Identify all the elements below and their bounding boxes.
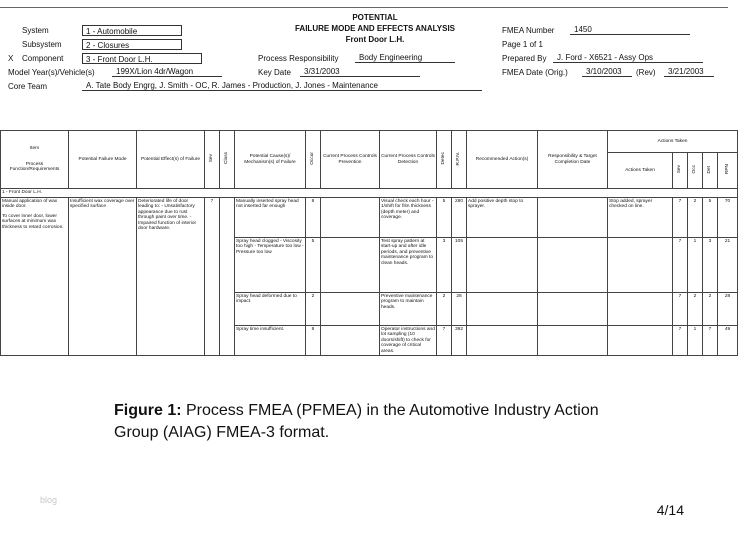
table-row (1, 198, 738, 238)
rpn-cell: 28 (452, 293, 467, 326)
col-responsibility: Responsibility & Target Completion Date (538, 131, 608, 189)
col-item (1, 131, 69, 189)
page-number: 4/14 (656, 502, 684, 518)
model-label: Model Year(s)/Vehicle(s) (8, 68, 95, 77)
prepared-by-field: J. Ford - X6521 - Assy Ops (553, 52, 703, 63)
subsystem-field: 2 - Closures (82, 39, 182, 50)
core-team-label: Core Team (8, 82, 47, 91)
col-det2 (703, 153, 718, 189)
col-sev2 (673, 153, 688, 189)
detec-cell: 7 (437, 326, 452, 356)
col-sev2-label: Sev (677, 165, 683, 174)
cause-cell: Spray head clogged - Viscosity too high - Temperature too low - Pressure too low (235, 238, 306, 293)
col-failure-mode: Potential Failure Mode (69, 131, 137, 189)
col-detection: Current Process Controls Detection (380, 131, 437, 189)
figure-caption (114, 400, 634, 444)
rpn-cell: 280 (452, 198, 467, 238)
key-date-label: Key Date (258, 68, 291, 77)
col-rpn2 (718, 153, 738, 189)
caption-text: Process FMEA (PFMEA) in the Automotive Industry Action Group (AIAG) FMEA-3 format. (114, 402, 599, 441)
col-process-function-label: Process Function/Requirements (9, 161, 60, 173)
det2-cell: 5 (703, 198, 718, 238)
top-rule (0, 7, 728, 8)
recommended-cell (467, 293, 538, 326)
col-effects: Potential Effect(s) of Failure (137, 131, 205, 189)
fmea-number-field: 1450 (570, 24, 690, 35)
process-resp-field: Body Engineering (355, 52, 455, 63)
rev-label: (Rev) (636, 68, 656, 77)
occ2-cell: 1 (688, 326, 703, 356)
fmea-date-label: FMEA Date (Orig.) (502, 68, 568, 77)
fmea-number-label: FMEA Number (502, 26, 555, 35)
form-title-line2: FAILURE MODE AND EFFECTS ANALYSIS (294, 24, 455, 33)
effects-cell: Deteriorated life of door leading to: - Unsatisfactory appearance due to rust through paint over time. - Impaired function of interior door hardware. (137, 198, 205, 356)
rpn2-cell: 49 (718, 326, 738, 356)
action-taken-cell (608, 293, 673, 326)
occ2-cell: 1 (688, 238, 703, 293)
fmea-table (0, 130, 738, 356)
occur-cell: 8 (306, 326, 321, 356)
cause-cell: Spray time insufficient. (235, 326, 306, 356)
responsibility-cell (538, 198, 608, 238)
responsibility-cell (538, 293, 608, 326)
col-rpn (452, 131, 467, 189)
detection-cell: Preventive maintenance program to maintain heads. (380, 293, 437, 326)
system-field: 1 - Automobile (82, 25, 182, 36)
section-row: 1 - Front Door L.H. (1, 189, 738, 198)
col-detec (437, 131, 452, 189)
det2-cell: 2 (703, 293, 718, 326)
det2-cell: 3 (703, 238, 718, 293)
watermark: blog (40, 495, 58, 505)
col-occur (306, 131, 321, 189)
rpn2-cell: 21 (718, 238, 738, 293)
detection-cell: Test spray pattern at start-up and after idle periods, and preventive maintenance program to clean heads. (380, 238, 437, 293)
subsystem-label: Subsystem (22, 40, 62, 49)
col-occ2-label: Occ (692, 165, 698, 174)
occur-cell: 2 (306, 293, 321, 326)
col-occ2 (688, 153, 703, 189)
system-label: System (22, 26, 49, 35)
occur-cell: 8 (306, 198, 321, 238)
col-rpn2-label: RPN (724, 164, 730, 175)
form-title-line1: POTENTIAL (352, 13, 398, 22)
responsibility-cell (538, 238, 608, 293)
prevention-cell (321, 326, 380, 356)
col-recommended: Recommended Action(s) (467, 131, 538, 189)
rpn2-cell: 70 (718, 198, 738, 238)
col-rpn-label: R.P.N. (456, 151, 462, 166)
sev-cell: 7 (205, 198, 220, 356)
col-prevention: Current Process Controls Prevention (321, 131, 380, 189)
sev2-cell: 7 (673, 198, 688, 238)
detec-cell: 2 (437, 293, 452, 326)
det2-cell: 7 (703, 326, 718, 356)
cause-cell: Spray head deformed due to impact. (235, 293, 306, 326)
prevention-cell (321, 238, 380, 293)
detec-cell: 5 (437, 198, 452, 238)
component-label: Component (22, 54, 64, 63)
col-item-label: Item (29, 146, 40, 152)
page-label: Page 1 of 1 (502, 40, 543, 49)
sev2-cell: 7 (673, 293, 688, 326)
col-actions-taken: Actions Taken (608, 153, 673, 189)
recommended-cell: Add positive depth stop to sprayer. (467, 198, 538, 238)
col-occur-label: Occur (310, 151, 316, 165)
col-sev (205, 131, 220, 189)
function-text: Manual application of wax inside door. (2, 199, 58, 210)
rpn-cell: 105 (452, 238, 467, 293)
detec-cell: 3 (437, 238, 452, 293)
occur-cell: 5 (306, 238, 321, 293)
prevention-cell (321, 293, 380, 326)
sev2-cell: 7 (673, 238, 688, 293)
col-actions-taken-group: Actions Taken (608, 131, 738, 153)
col-class (220, 131, 235, 189)
rpn2-cell: 28 (718, 293, 738, 326)
prepared-by-label: Prepared By (502, 54, 547, 63)
col-class-label: Class (224, 152, 230, 165)
occ2-cell: 2 (688, 198, 703, 238)
cause-cell: Manually inserted spray head not inserted far enough (235, 198, 306, 238)
prevention-cell (321, 198, 380, 238)
caption-prefix: Figure 1: (114, 402, 182, 419)
requirements-text: To cover inner door, lower surfaces at minimum wax thickness to retard corrosion. (2, 213, 64, 230)
col-causes: Potential Cause(s)/ Mechanism(s) of Failure (235, 131, 306, 189)
x-mark: X (8, 54, 14, 63)
recommended-cell (467, 238, 538, 293)
form-title-line3: Front Door L.H. (345, 35, 405, 44)
col-det2-label: Det (707, 165, 713, 174)
occ2-cell: 2 (688, 293, 703, 326)
col-detec-label: Detec (441, 152, 447, 165)
action-taken-cell (608, 326, 673, 356)
key-date-field: 3/31/2003 (300, 66, 420, 77)
class-cell (220, 198, 235, 356)
rev-field: 3/21/2003 (664, 66, 714, 77)
sev2-cell: 7 (673, 326, 688, 356)
detection-cell: Visual check each hour - 1/shift for film thickness (depth meter) and coverage. (380, 198, 437, 238)
action-taken-cell (608, 238, 673, 293)
rpn-cell: 392 (452, 326, 467, 356)
function-cell (1, 198, 69, 356)
component-field: 3 - Front Door L.H. (82, 53, 202, 64)
model-field: 199X/Lion 4dr/Wagon (112, 66, 222, 77)
detection-cell: Operator instructions and lot sampling (10 doors/shift) to check for coverage of critical areas. (381, 327, 435, 354)
recommended-cell (467, 326, 538, 356)
core-team-field: A. Tate Body Engrg, J. Smith - OC, R. James - Production, J. Jones - Maintenance (82, 80, 482, 91)
process-resp-label: Process Responsibility (258, 54, 339, 63)
failure-mode-cell: Insufficient wax coverage over specified surface (69, 198, 137, 356)
fmea-date-field: 3/10/2003 (582, 66, 632, 77)
col-sev-label: Sev (209, 154, 215, 163)
action-taken-cell: Stop added, sprayer checked on line. (608, 198, 673, 238)
responsibility-cell (538, 326, 608, 356)
